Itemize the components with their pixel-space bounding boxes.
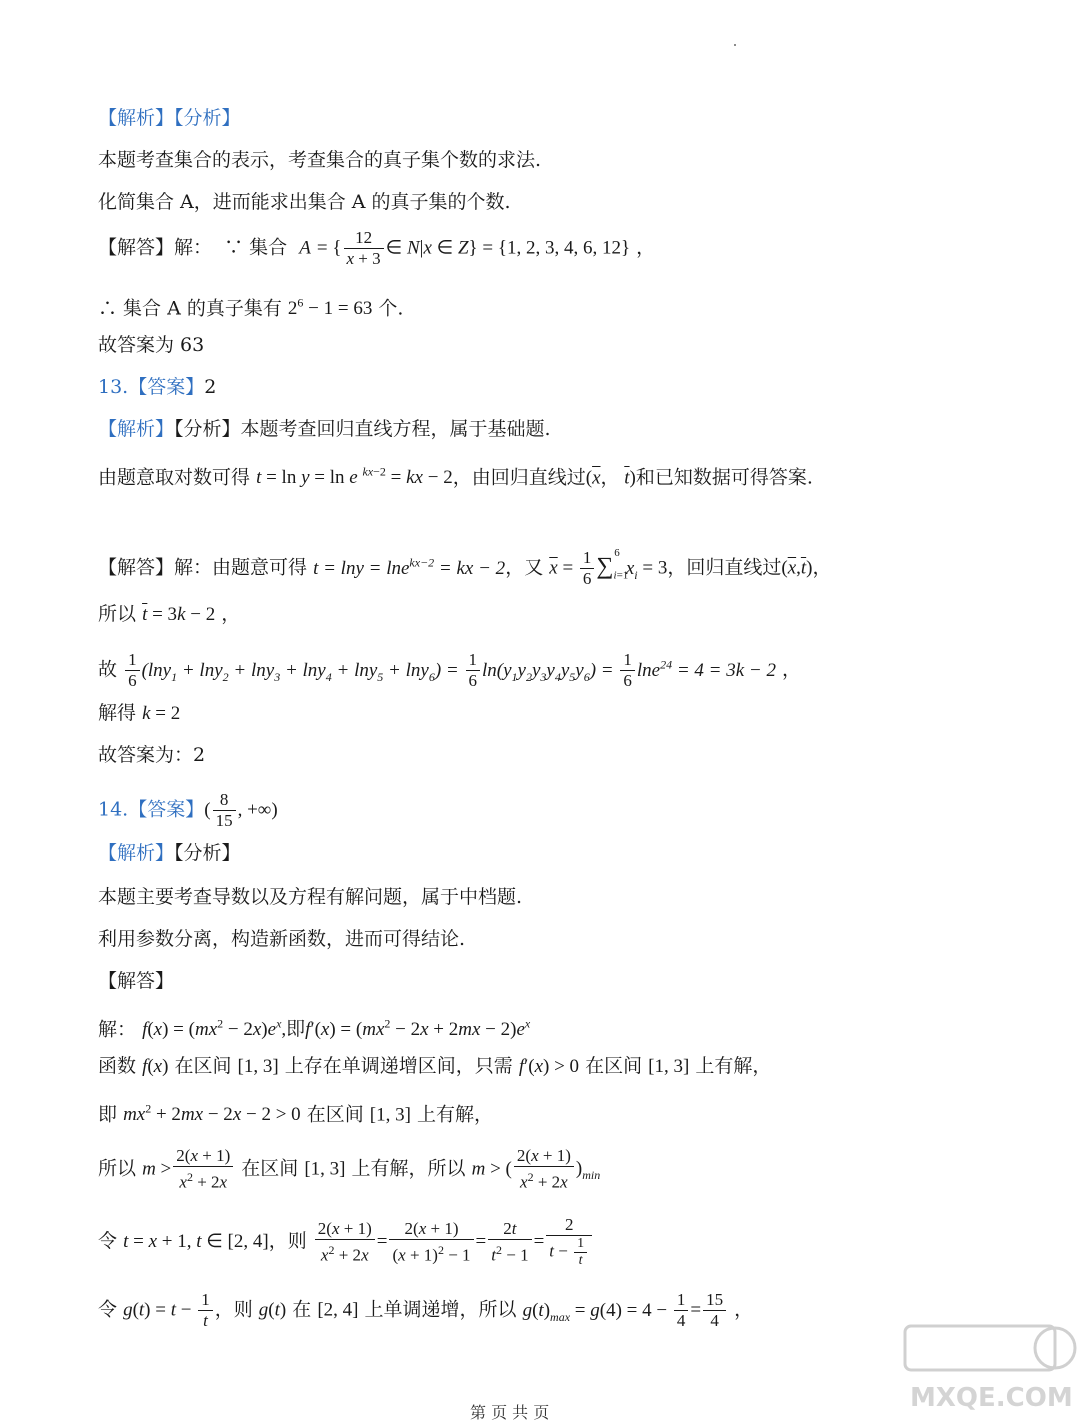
answer-line-12: 故答案为 63 xyxy=(98,334,205,356)
q13-analysis: 【解析】【分析】本题考查回归直线方程，属于基础题. xyxy=(98,418,551,440)
solution-line-set: 【解答】解： ∵ 集合 A = { $\frac{12}{x + 3}$ ∈ N|x ∈ Z} = {1, 2, 3, 4, 6, 12} ， xyxy=(98,228,656,268)
q14-solution-heading: 【解答】 xyxy=(98,970,175,992)
q14-step-substitute: 令 t = x + 1, t ∈ [2, 4]，则 $\frac{2(x + 1)}{x^2 + 2x}$ = $\frac{2(x + 1)}{(x + 1)^2 - 1}$ = $\frac{2t}{t^2 - 1}$ = 2 t − $\frac{1}{t}$ xyxy=(98,1215,594,1269)
q13-step-3: 解得 k = 2 xyxy=(98,702,181,724)
svg-text:MXQE.COM: MXQE.COM xyxy=(910,1383,1073,1411)
q13-answer: 13.【答案】2 xyxy=(98,376,217,398)
q14-step-inequality: 即 $mx^2 + 2mx - 2x - 2 > 0$ 在区间 [1, 3] 上有解， xyxy=(98,1102,494,1126)
analysis-text-1: 本题考查集合的表示，考查集合的真子集个数的求法. xyxy=(98,149,542,171)
q14-step-condition: 函数 f(x) 在区间 [1, 3] 上存在单调递增区间，只需 f′(x) > 0 在区间 [1, 3] 上有解， xyxy=(98,1055,772,1077)
q13-solution: 【解答】解：由题意可得 t = lny = lne$^{kx-2}$ = kx − 2，又 $\overline{x}$ = $\frac{1}{6}$ $\sum_{i=1}^6$ $x_i = 3$，回归直线过$(\overline{x},\overline{t})$， xyxy=(98,547,832,588)
q14-step-function: 令 g(t) = t − $\frac{1}{t}$ ，则 g(t) 在 [2, 4] 上单调递增，所以 $g(t)_{max} = g(4) = 4$ − $\frac{1}{4}$ = $\frac{15}{4}$ ， xyxy=(98,1290,754,1330)
q13-step-1: 所以 $\overline{t} = 3k - 2$ ， xyxy=(98,603,241,625)
q14-answer: 14.【答案】( $\frac{8}{15}$ , +∞) xyxy=(98,790,278,830)
q14-analysis-1: 本题主要考查导数以及方程有解问题，属于中档题. xyxy=(98,886,523,908)
analysis-text-2: 化简集合 A，进而能求出集合 A 的真子集的个数. xyxy=(98,191,511,213)
q14-analysis-heading: 【解析】【分析】 xyxy=(98,842,241,864)
watermark-logo xyxy=(880,1320,1080,1411)
stray-dot xyxy=(734,44,736,46)
q14-step-derivative: 解： $f(x) = (mx^2 - 2x)e^x$,即$f'(x) = (mx^2 - 2x + 2mx - 2)e^x$ xyxy=(98,1017,531,1041)
page-footer: 第 页 共 页 xyxy=(470,1403,550,1422)
q14-step-separate: 所以 m > $\frac{2(x + 1)}{x^2 + 2x}$ 在区间 [1, 3] 上有解，所以 m > ( $\frac{2(x + 1)}{x^2 + 2x}$ )$_{min}$ xyxy=(98,1146,601,1192)
q14-analysis-2: 利用参数分离，构造新函数，进而可得结论. xyxy=(98,928,466,950)
q13-step-2: 故 $\frac{1}{6}$ (lny$_1$ + lny$_2$ + lny$_3$ + lny$_4$ + lny$_5$ + lny$_6$) = $\frac{1}{6}$ $\ln(y_1y_2y_3y_4y_5y_6)$ = $\frac{1}{6}$ lne$^{24}$ = 4 = 3k − 2 ， xyxy=(98,650,802,690)
analysis-heading-1: 【解析】【分析】 xyxy=(98,107,241,129)
q13-final: 故答案为：2 xyxy=(98,744,206,766)
q13-analysis-detail: 由题意取对数可得 t = ln y = ln e $^{kx-2}$ = kx − 2，由回归直线过($\overline{x}$， $\overline{t}$)和已知数据可得答案. xyxy=(98,465,813,489)
solution-line-count: ∴ 集合 A 的真子集有 $2^6 - 1 = 63$ 个. xyxy=(98,296,404,320)
